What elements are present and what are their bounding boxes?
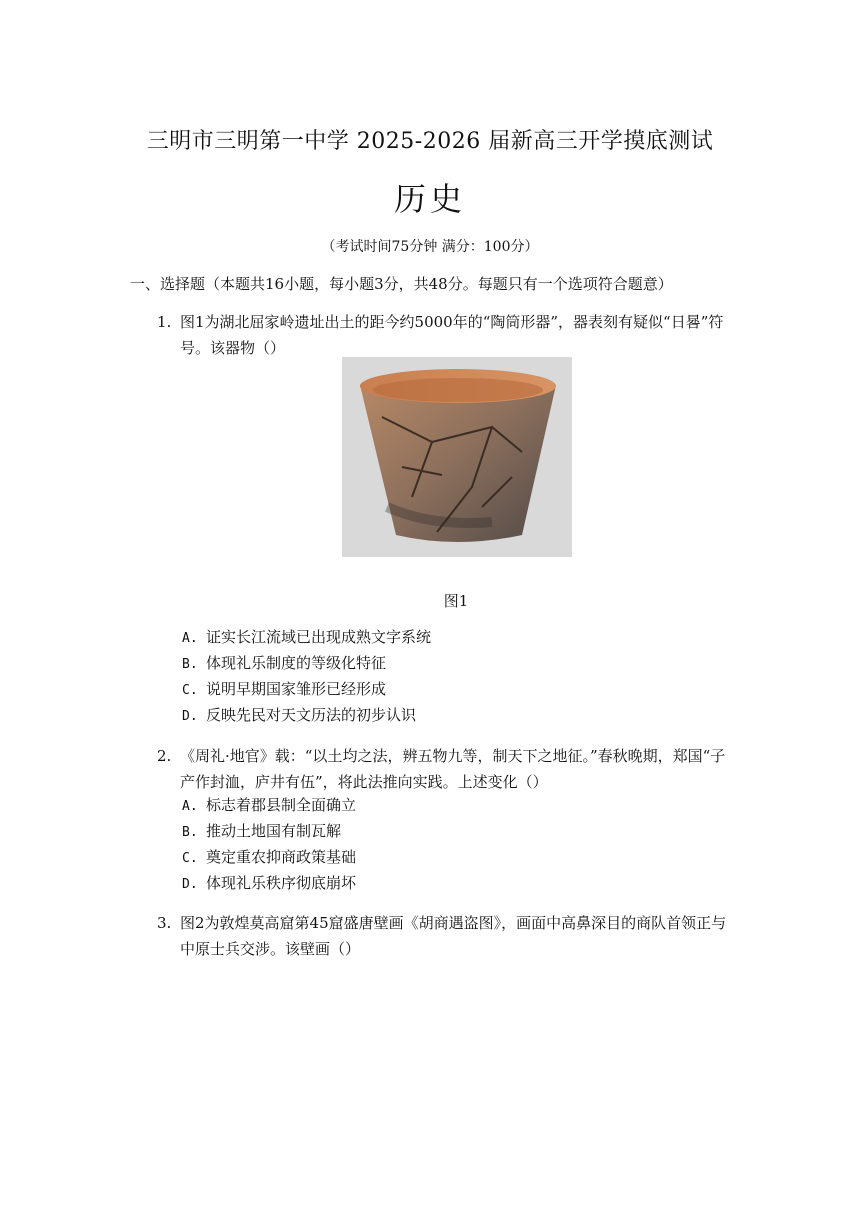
question-1-option-b[interactable]: B. 体现礼乐制度的等级化特征 [182,654,387,672]
question-2-option-c[interactable]: C. 奠定重农抑商政策基础 [182,848,357,866]
section-heading: 一、选择题（本题共16小题，每小题3分，共48分。每题只有一个选项符合题意） [130,275,673,293]
question-2-text: 《周礼·地官》载：“以土均之法，辨五物九等，制天下之地征。”春秋晚期，郑国“子产作封洫，庐井有伍”，将此法推向实践。上述变化（） [180,747,726,791]
pottery-figure-image [342,357,572,557]
question-1-number: 1. [157,313,172,331]
question-1-option-a[interactable]: A. 证实长江流域已出现成熟文字系统 [182,628,432,646]
question-1-text: 图1为湖北屈家岭遗址出土的距今约5000年的“陶筒形器”，器表刻有疑似“日晷”符号。该器物（） [180,313,724,357]
question-3-text: 图2为敦煌莫高窟第45窟盛唐壁画《胡商遇盗图》，画面中高鼻深目的商队首领正与中原士兵交涉。该壁画（） [180,914,727,958]
question-1-option-d[interactable]: D. 反映先民对天文历法的初步认识 [182,706,417,724]
question-2-option-d[interactable]: D. 体现礼乐秩序彻底崩坏 [182,874,357,892]
question-3-number: 3. [157,914,172,932]
exam-title: 三明市三明第一中学 2025-2026 届新高三开学摸底测试 [146,129,714,154]
exam-info: （考试时间75分钟 满分：100分） [321,239,539,255]
question-2-number: 2. [157,747,172,765]
question-2-option-b[interactable]: B. 推动土地国有制瓦解 [182,822,342,840]
subject-title: 历史 [393,180,466,218]
question-2-option-a[interactable]: A. 标志着郡县制全面确立 [182,796,357,814]
figure-1-caption: 图1 [443,592,469,610]
question-1-option-c[interactable]: C. 说明早期国家雏形已经形成 [182,680,387,698]
